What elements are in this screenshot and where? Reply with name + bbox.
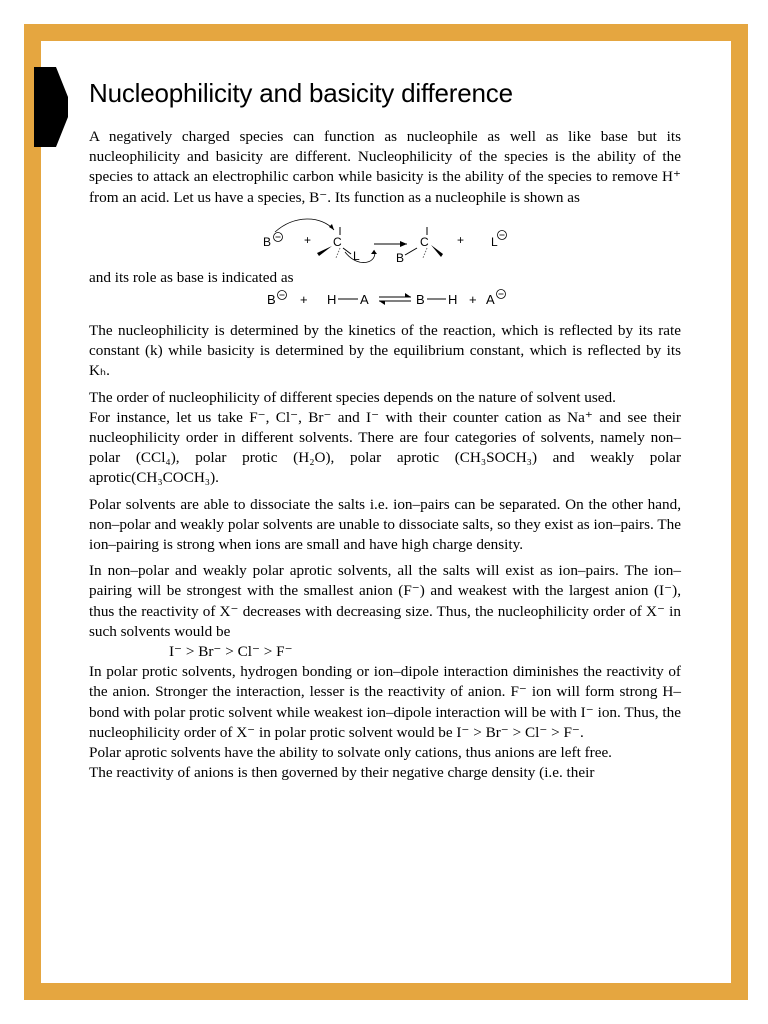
- leaving-group-l: L: [353, 248, 360, 263]
- reactant-b: B: [263, 234, 272, 249]
- base-reaction: [89, 288, 681, 314]
- product-carbon: C: [420, 234, 429, 249]
- acid-a: A: [360, 292, 369, 308]
- paragraph: The reactivity of anions is then governed by their negative charge density (i.e. their: [89, 764, 595, 782]
- section-marker-icon: [34, 67, 68, 147]
- product-b: B: [396, 250, 405, 265]
- paragraph: In non–polar and weakly polar aprotic solvents, all the salts will exist as ion–pairs. The ion–pairing will be strongest with the smallest anion (F⁻) and weakest with the largest anion (I⁻), thus the reactivity of X⁻ decreases with decreasing size. Thus, the nucleophilicity order of X⁻ in such solvents would be: [89, 562, 681, 640]
- paragraph: The order of nucleophilicity of different species depends on the nature of solvent used.: [89, 388, 616, 406]
- nucleophile-reaction-diagram: [89, 210, 681, 268]
- product-bh-h: H: [448, 292, 458, 308]
- product-l: L: [491, 234, 498, 249]
- substrate-carbon: C: [333, 234, 342, 249]
- page-title: Nucleophilicity and basicity difference: [89, 78, 513, 108]
- paragraph: The nucleophilicity is determined by the kinetics of the reaction, which is reflected by its rate constant (k) while basicity is determined by the equilibrium constant, which is reflected by its Kₕ.: [89, 322, 681, 380]
- paragraph: For instance, let us take F⁻, Cl⁻, Br⁻ and I⁻ with their counter cation as Na⁺ and see their nucleophilicity order in different solvents. There are four categories of solvents, namely non–polar (CCl₄), polar protic (H₂O), polar aprotic (CH₃SOCH₃) and weakly polar aprotic(CH₃COCH₃).: [89, 408, 681, 487]
- base-b: B: [267, 292, 276, 308]
- product-bh-b: B: [416, 292, 425, 308]
- plus-sign: +: [304, 232, 312, 247]
- paragraph: In polar protic solvents, hydrogen bonding or ion–dipole interaction diminishes the reactivity of the anion. Stronger the interaction, lesser is the reactivity of anion. F⁻ ion will form strong H–bond with polar protic solvent while weakest ion–dipole interaction will be with I⁻ ion. Thus, the nucleophilicity order of X⁻ in polar protic solvent would be I⁻ > Br⁻ > Cl⁻ > F⁻.: [89, 663, 681, 741]
- acid-h: H: [327, 292, 337, 308]
- paragraph: Polar solvents are able to dissociate the salts i.e. ion–pairs can be separated. On the other hand, non–polar and weakly polar solvents are unable to dissociate salts, so they exist as ion–pairs. The ion–pairing is strong when ions are small and have high charge density.: [89, 495, 681, 554]
- nucleophile-reaction: [89, 210, 681, 268]
- base-reaction-diagram: [89, 288, 681, 314]
- product-a: A: [486, 292, 495, 308]
- plus-sign: +: [469, 292, 477, 308]
- nucleophilicity-order: I⁻ > Br⁻ > Cl⁻ > F⁻: [169, 643, 293, 661]
- paragraph: and its role as base is indicated as: [89, 268, 294, 286]
- document-body: [89, 127, 681, 783]
- plus-sign: +: [300, 292, 308, 308]
- paragraph: Polar aprotic solvents have the ability to solvate only cations, thus anions are left free.: [89, 744, 612, 762]
- paragraph: A negatively charged species can function as nucleophile as well as like base but its nucleophilicity and basicity are different. Nucleophilicity of the species is the ability of the species to attack an electrophilic carbon while basicity is the ability of the species to remove H⁺ from an acid. Let us have a species, B⁻. Its function as a nucleophile is shown as: [89, 128, 681, 206]
- plus-sign: +: [457, 232, 465, 247]
